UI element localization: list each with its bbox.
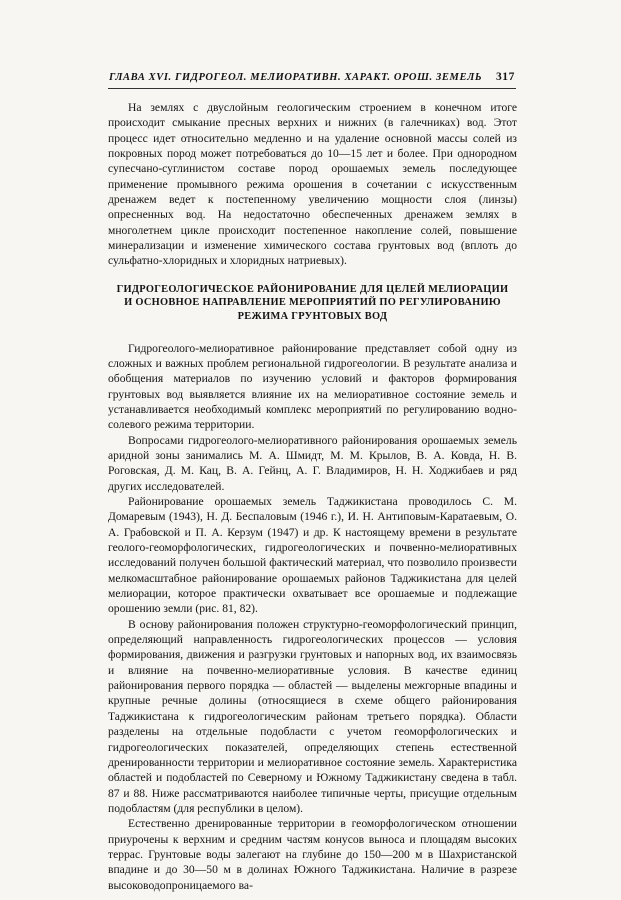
- paragraph: На землях с двуслойным геологическим строением в конечном итоге происходит смыкание пресных верхних и нижних (в галечниках) вод. Этот процесс идет относительно медленно и на удаление основной массы солей из покровных пород может потребоваться до 10—15 лет и более. При однородном супесчано-суглинистом составе пород орошаемых земель последующее применение промывного режима орошения в сочетании с искусственным дренажем ведет к постепенному увеличению мощности слоя (линзы) опресненных вод. На недостаточно обеспеченных дренажем землях в многолетнем цикле происходит постепенное накопление солей, повышение минерализации и изменение химического состава грунтовых вод (вплоть до сульфатно-хлоридных и хлоридных натриевых).: [108, 101, 517, 268]
- page-body: [108, 100, 517, 893]
- paragraph: Вопросами гидрогеолого-мелиоративного районирования орошаемых земель аридной зоны занимались М. А. Шмидт, М. М. Крылов, В. А. Ковда, Н. В. Роговская, Д. М. Кац, В. А. Гейнц, А. Г. Владимиров, Н. Н. Ходжибаев и ряд других исследователей.: [108, 433, 517, 493]
- running-head: [109, 71, 515, 83]
- section-heading-line: ГИДРОГЕОЛОГИЧЕСКОЕ РАЙОНИРОВАНИЕ ДЛЯ ЦЕЛЕЙ МЕЛИОРАЦИИ: [116, 283, 509, 295]
- chapter-title: ГЛАВА XVI. ГИДРОГЕОЛ. МЕЛИОРАТИВН. ХАРАКТ. ОРОШ. ЗЕМЕЛЬ: [109, 72, 483, 83]
- section-heading-line: И ОСНОВНОЕ НАПРАВЛЕНИЕ МЕРОПРИЯТИЙ ПО РЕГУЛИРОВАНИЮ: [124, 297, 501, 309]
- paragraph: Естественно дренированные территории в геоморфологическом отношении приурочены к верхним и средним частям конусов выноса и площадям высоких террас. Грунтовые воды залегают на глубине до 150—200 м в Шахристанской впадине и до 30—50 м в долинах Южного Таджикистана. Наличие в разрезе высоководопроницаемого ва-: [108, 817, 517, 892]
- section-heading-line: РЕЖИМА ГРУНТОВЫХ ВОД: [237, 310, 388, 322]
- paragraph: В основу районирования положен структурно-геоморфологический принцип, определяющий направленность гидрогеологических процессов — условия формирования, движения и разгрузки грунтовых и напорных вод, их взаимосвязь и влияние на почвенно-мелиоративные условия. В качестве единиц районирования первого порядка — областей — выделены межгорные впадины и крупные речные долины (относящиеся в схеме общего районирования Таджикистана к гидрогеологическим районам третьего порядка). Области разделены на отдельные подобласти с учетом геоморфологических и гидрогеологических показателей, определяющих степень естественной дренированности территории и мелиоративное состояние земель. Характеристика областей и подобластей по Северному и Южному Таджикистану сведена в табл. 87 и 88. Ниже рассматриваются наиболее типичные черты, присущие отдельным подобластям (для республики в целом).: [108, 617, 517, 815]
- header-rule: [108, 88, 516, 89]
- paragraph: Гидрогеолого-мелиоративное районирование представляет собой одну из сложных и важных проблем региональной гидрогеологии. В результате анализа и обобщения материалов по изучению условий и факторов формирования грунтовых вод выявляется влияние их на мелиоративное состояние земель и устанавливается необходимый комплекс мероприятий по регулированию водно-солевого режима территории.: [108, 341, 517, 432]
- section-heading: [108, 283, 517, 324]
- paragraph: Районирование орошаемых земель Таджикистана проводилось С. М. Домаревым (1943), Н. Д. Беспаловым (1946 г.), И. Н. Антиповым-Каратаевым, О. А. Грабовской и П. А. Керзум (1947) и др. К настоящему времени в результате геолого-геоморфологических, гидрогеологических и почвенно-мелиоративных исследований получен большой фактический материал, что позволило произвести мелкомасштабное районирование орошаемых районов Таджикистана для целей мелиорации, которое практически охватывает все орошаемые и подлежащие орошению земли (рис. 81, 82).: [108, 495, 517, 616]
- page-number: 317: [495, 71, 515, 83]
